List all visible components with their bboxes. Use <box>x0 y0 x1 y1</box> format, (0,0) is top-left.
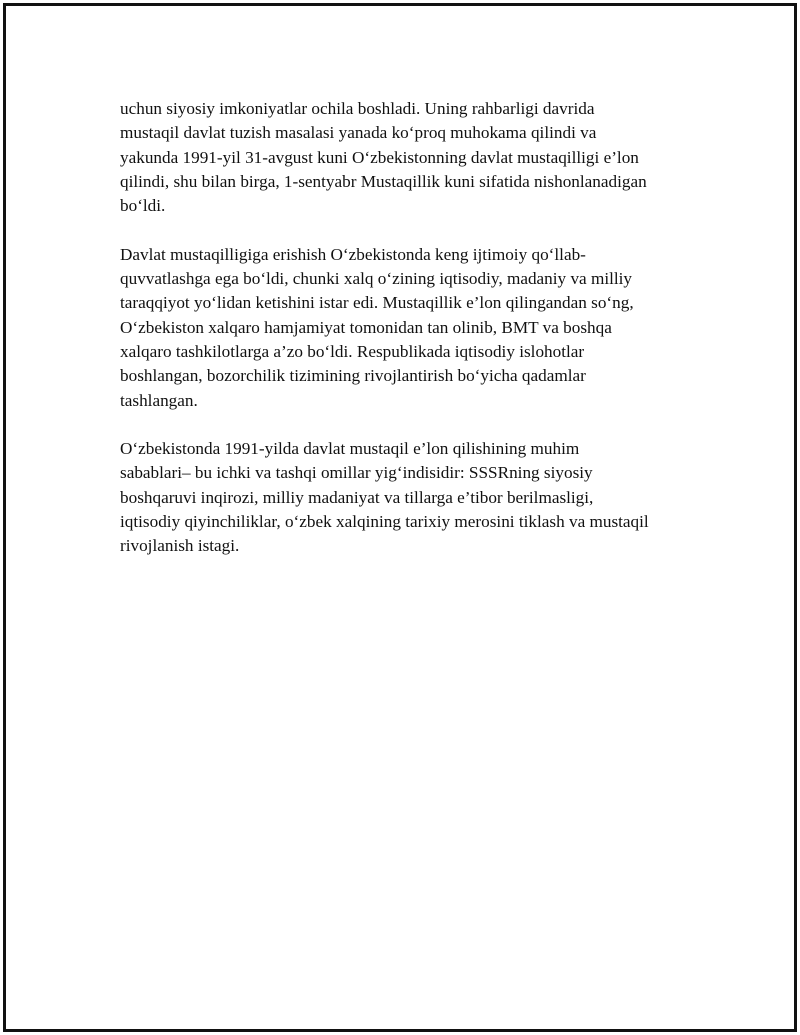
text-line: O‘zbekiston xalqaro hamjamiyat tomonidan tan olinib, BMT va boshqa <box>120 317 612 337</box>
text-line: sabablari– bu ichki va tashqi omillar yig‘indisidir: SSSRning siyosiy <box>120 463 593 483</box>
text-line: rivojlanish istagi. <box>120 536 240 556</box>
text-line: tashlangan. <box>120 390 198 410</box>
text-line: taraqqiyot yo‘lidan ketishini istar edi. Mustaqillik e’lon qilingandan so‘ng, <box>120 293 634 313</box>
paragraph-2 <box>120 243 710 413</box>
text-line: xalqaro tashkilotlarga a’zo bo‘ldi. Respublikada iqtisodiy islohotlar <box>120 341 585 361</box>
text-line: yakunda 1991-yil 31-avgust kuni O‘zbekistonning davlat mustaqilligi e’lon <box>120 147 639 167</box>
text-line: bo‘ldi. <box>120 196 166 216</box>
text-line: boshqaruvi inqirozi, milliy madaniyat va tillarga e’tibor berilmasligi, <box>120 487 594 507</box>
paragraph-1 <box>120 97 710 218</box>
document-text <box>120 97 710 583</box>
text-line: O‘zbekistonda 1991-yilda davlat mustaqil e’lon qilishining muhim <box>120 439 580 459</box>
text-line: qilindi, shu bilan birga, 1-sentyabr Mustaqillik kuni sifatida nishonlanadigan <box>120 171 647 191</box>
text-line: uchun siyosiy imkoniyatlar ochila boshladi. Uning rahbarligi davrida <box>120 99 595 118</box>
text-line: mustaqil davlat tuzish masalasi yanada ko‘proq muhokama qilindi va <box>120 123 597 143</box>
text-line: iqtisodiy qiyinchiliklar, o‘zbek xalqining tarixiy merosini tiklash va mustaqil <box>120 512 649 532</box>
paragraph-3 <box>120 437 710 558</box>
text-line: boshlangan, bozorchilik tizimining rivojlantirish bo‘yicha qadamlar <box>120 366 586 386</box>
text-line: quvvatlashga ega bo‘ldi, chunki xalq o‘zining iqtisodiy, madaniy va milliy <box>120 269 633 289</box>
page-frame <box>3 3 797 1032</box>
text-line: Davlat mustaqilligiga erishish O‘zbekistonda keng ijtimoiy qo‘llab- <box>120 244 586 264</box>
